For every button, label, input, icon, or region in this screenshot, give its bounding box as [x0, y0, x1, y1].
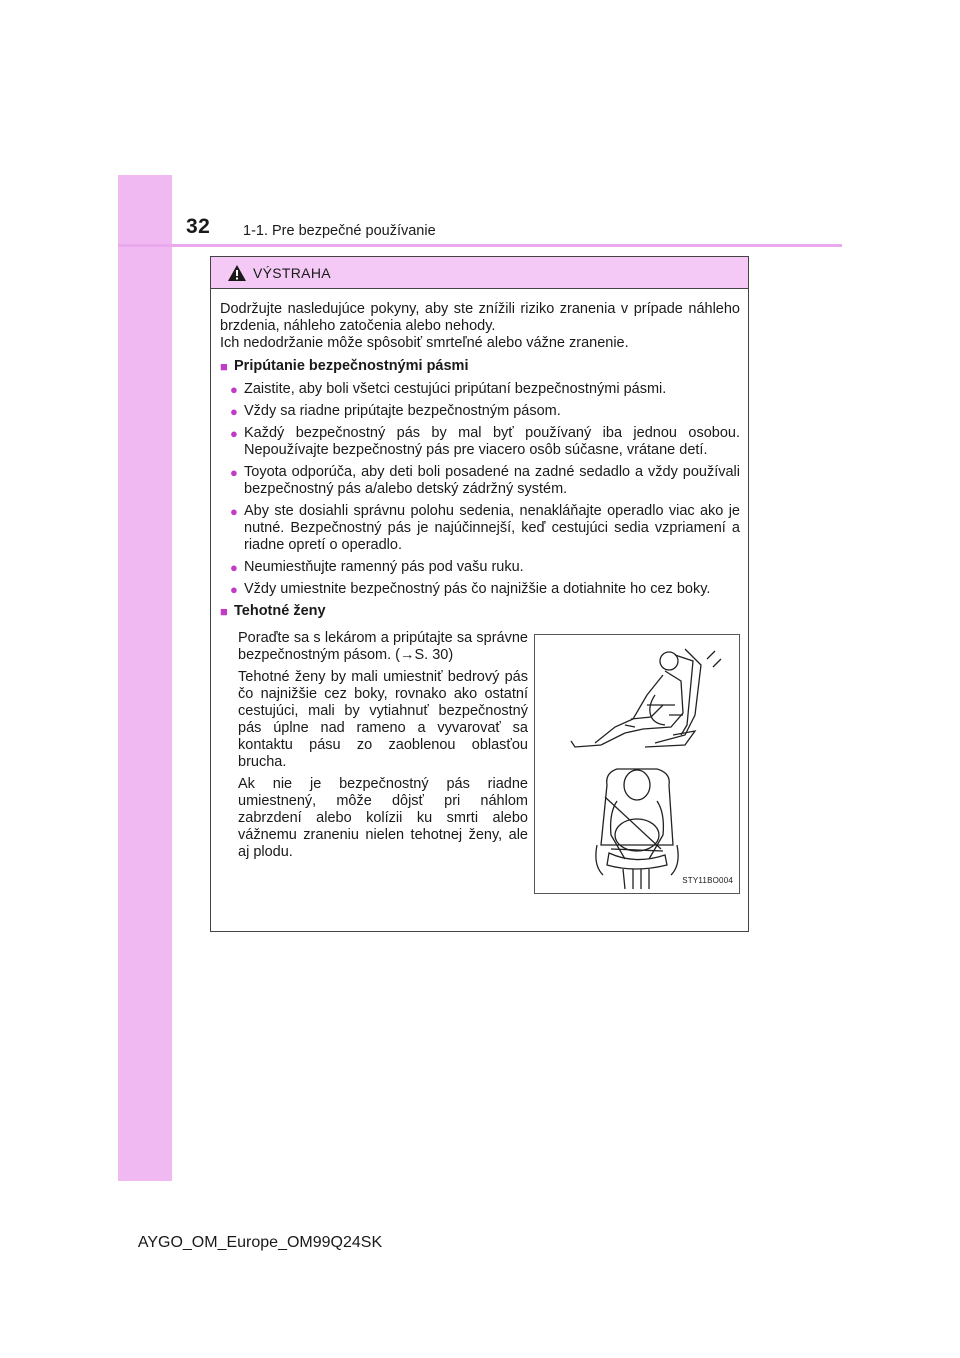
warning-title: VÝSTRAHA: [253, 264, 331, 281]
pregnant-heading: [220, 603, 740, 620]
warning-intro: Dodržujte nasledujúce pokyny, aby ste znížili riziko zranenia v prípade náhleho brzdenia, náhleho zatočenia alebo nehody.: [220, 301, 740, 334]
circle-bullet-icon: ●: [230, 560, 238, 575]
circle-bullet-icon: ●: [230, 404, 238, 419]
warning-body: [211, 289, 748, 898]
list-item-text: Vždy umiestnite bezpečnostný pás čo najnižšie a dotiahnite ho cez boky.: [244, 581, 711, 597]
list-item-text: Neumiestňujte ramenný pás pod vašu ruku.: [244, 559, 524, 575]
seatbelt-heading-text: Pripútanie bezpečnostnými pásmi: [234, 358, 469, 374]
list-item-text: Každý bezpečnostný pás by mal byť používaný iba jednou osobou. Nepoužívajte bezpečnostný pás pre viacero osôb súčasne, vrátane detí.: [244, 425, 740, 458]
list-item: [220, 503, 740, 554]
list-item-text: Vždy sa riadne pripútajte bezpečnostným pásom.: [244, 403, 561, 419]
seated-pregnant-woman-side-view: [535, 635, 739, 765]
pregnant-paragraph: Tehotné ženy by mali umiestniť bedrový pás čo najnižšie cez boky, rovnako ako ostatní cestujúci, mali by vytiahnuť bezpečnostný pás úplne nad rameno a vyvarovať sa kontaktu pásu zo zaoblenou oblasťou brucha.: [238, 669, 528, 770]
circle-bullet-icon: ●: [230, 582, 238, 597]
document-id: AYGO_OM_Europe_OM99Q24SK: [137, 1234, 383, 1251]
pregnant-text: [238, 630, 528, 866]
list-item: [220, 381, 740, 398]
page-number: 32: [186, 215, 211, 238]
pregnant-section: [220, 628, 740, 898]
list-item-text: Zaistite, aby boli všetci cestujúci pripútaní bezpečnostnými pásmi.: [244, 381, 667, 397]
seatbelt-bullet-list: [220, 381, 740, 598]
thumb-index-band: [118, 175, 172, 1181]
list-item: [220, 464, 740, 498]
circle-bullet-icon: ●: [230, 426, 238, 441]
pregnant-paragraph: Poraďte sa s lekárom a pripútajte sa správne bezpečnostným pásom. (→S. 30): [238, 630, 528, 663]
circle-bullet-icon: ●: [230, 504, 238, 519]
list-item: [220, 581, 740, 598]
section-title: 1-1. Pre bezpečné používanie: [243, 223, 436, 239]
pregnant-heading-text: Tehotné ženy: [234, 603, 326, 619]
warning-intro-2: Ich nedodržanie môže spôsobiť smrteľné alebo vážne zranenie.: [220, 335, 629, 351]
square-bullet-icon: ■: [220, 604, 228, 619]
warning-header: [211, 257, 748, 289]
list-item-text: Toyota odporúča, aby deti boli posadené na zadné sedadlo a vždy používali bezpečnostný pás a/alebo detský zádržný systém.: [244, 464, 740, 497]
list-item: [220, 425, 740, 459]
pregnant-seatbelt-illustration: [534, 634, 740, 894]
seatbelt-heading: [220, 358, 740, 375]
square-bullet-icon: ■: [220, 359, 228, 374]
warning-triangle-icon: [227, 264, 247, 282]
circle-bullet-icon: ●: [230, 382, 238, 397]
list-item: [220, 559, 740, 576]
list-item: [220, 403, 740, 420]
pregnant-paragraph: Ak nie je bezpečnostný pás riadne umiestnený, môže dôjsť pri náhlom zabrzdení alebo kolízii ku smrti alebo vážnemu zraneniu nielen tehotnej ženy, ale aj plodu.: [238, 776, 528, 860]
circle-bullet-icon: ●: [230, 465, 238, 480]
list-item-text: Aby ste dosiahli správnu polohu sedenia, nenakláňajte operadlo viac ako je nutné. Bezpečnostný pás je najúčinnejší, keď cestujúci sedia vzpriamení a riadne opretí o operadlo.: [244, 503, 740, 553]
page-footer: [0, 1234, 960, 1252]
header-rule: [118, 244, 842, 247]
warning-box: [210, 256, 749, 932]
figure-code: STY11BO004: [682, 876, 733, 885]
